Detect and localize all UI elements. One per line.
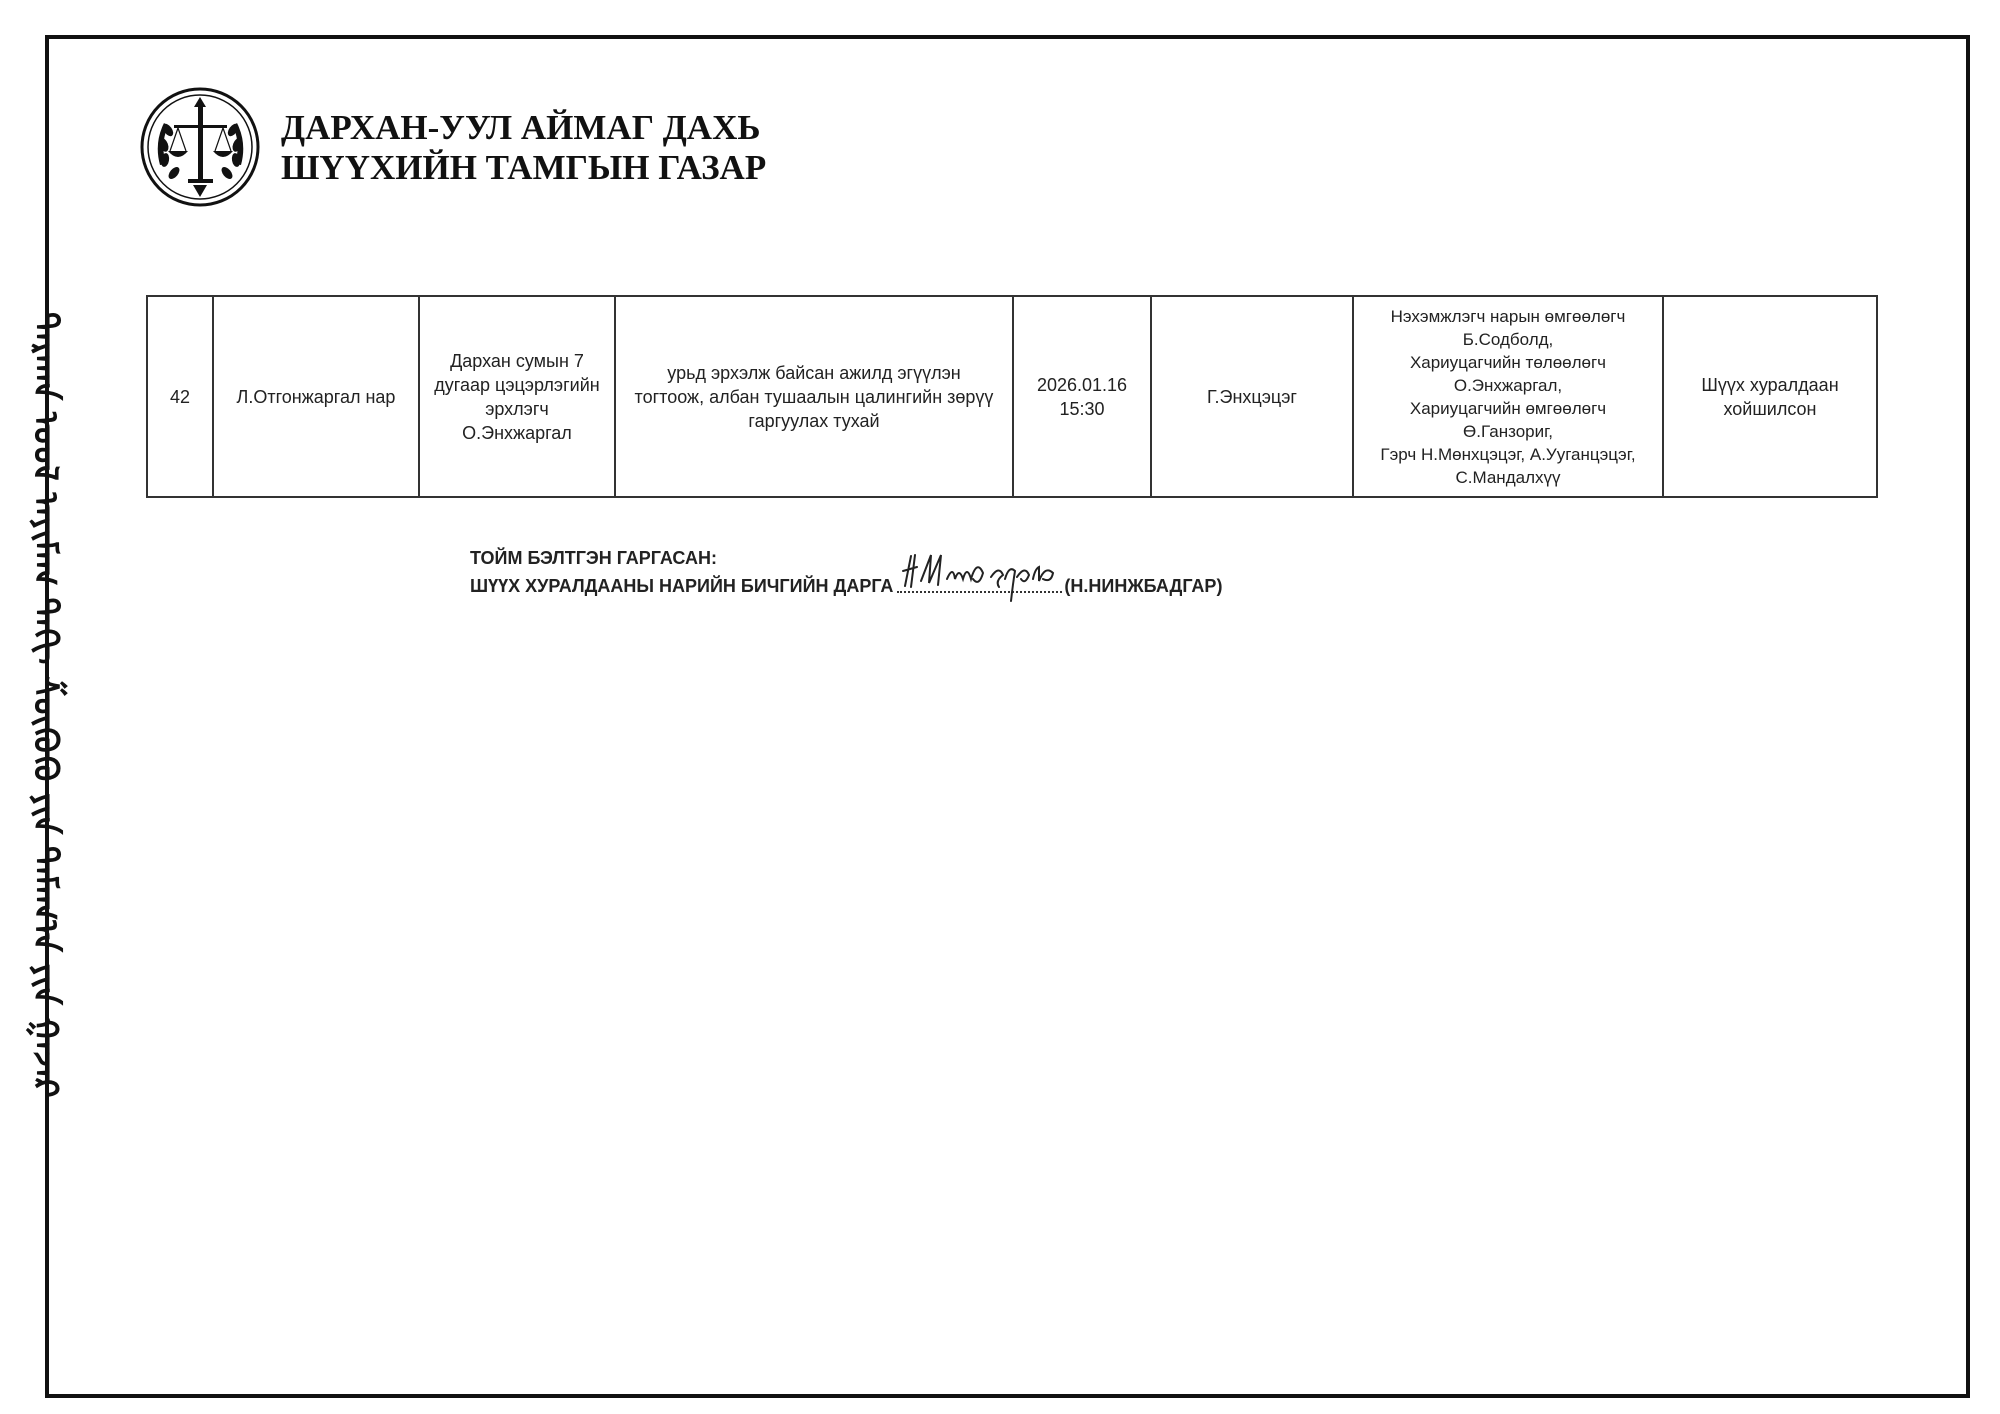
- defendant-line: О.Энхжаргал: [462, 422, 572, 443]
- participant-line: Нэхэмжлэгч нарын өмгөөлөгч: [1390, 306, 1626, 326]
- defendant-cell: [419, 296, 615, 497]
- participant-line: Б.Содболд,: [1462, 329, 1554, 349]
- claim-line: тогтоож, албан тушаалын цалингийн зөрүү: [634, 386, 994, 407]
- hearing-date: 2026.01.16: [1036, 374, 1128, 395]
- mongolian-script-side-text: [15, 225, 75, 1185]
- prepared-by-label: ТОЙМ БЭЛТГЭН ГАРГАСАН:: [470, 548, 717, 568]
- participant-line: С.Мандалхүү: [1455, 467, 1561, 487]
- secretary-title: ШҮҮХ ХУРАЛДААНЫ НАРИЙН БИЧГИЙН ДАРГА: [470, 576, 894, 596]
- plaintiff-cell: Л.Отгонжаргал нар: [213, 296, 419, 497]
- claim-line: урьд эрхэлж байсан ажилд эгүүлэн: [667, 362, 961, 383]
- claim-cell: [615, 296, 1013, 497]
- status-line: Шүүх хуралдаан: [1701, 374, 1839, 395]
- organization-name: [281, 108, 766, 188]
- page-border: [45, 35, 1970, 1398]
- secretary-name: (Н.НИНЖБАДГАР): [1064, 576, 1223, 596]
- status-cell: [1663, 296, 1877, 497]
- judge-cell: Г.Энхцэцэг: [1151, 296, 1353, 497]
- participant-line: Ө.Ганзориг,: [1463, 421, 1553, 441]
- participant-line: Гэрч Н.Мөнхцэцэг, А.Ууганцэцэг,: [1380, 444, 1636, 464]
- participant-line: О.Энхжаргал,: [1453, 375, 1563, 395]
- defendant-line: дугаар цэцэрлэгийн: [434, 374, 600, 395]
- hearing-time: 15:30: [1059, 398, 1105, 419]
- secretary-line: [470, 571, 1222, 599]
- side-text: ᠳᠠᠷᠬᠠᠨ ᠤᠤᠯ ᠠᠶᠢᠮᠠᠭ ᠳᠠᠬᠢ ᠱᠦᠭᠦᠬᠦ ᠶᠢᠨ ᠲᠠᠮᠠᠭ᠎ᠠ ᠶᠢᠨ ᠭᠠᠵᠠᠷ: [25, 312, 65, 1098]
- claim-line: гаргуулах тухай: [748, 410, 880, 431]
- case-number: 42: [147, 296, 213, 497]
- hearing-schedule-table: [146, 295, 1878, 498]
- datetime-cell: [1013, 296, 1151, 497]
- status-line: хойшилсон: [1723, 398, 1817, 419]
- handwritten-signature: [897, 541, 1067, 611]
- header: [138, 85, 766, 210]
- org-name-line2: ШҮҮХИЙН ТАМГЫН ГАЗАР: [281, 147, 767, 187]
- signature-dotted-line: [897, 571, 1062, 593]
- participants-cell: [1353, 296, 1663, 497]
- participant-line: Хариуцагчийн өмгөөлөгч: [1409, 398, 1607, 418]
- prepared-by-footer: [470, 545, 1222, 599]
- org-name-line1: ДАРХАН-УУЛ АЙМАГ ДАХЬ: [281, 107, 761, 147]
- defendant-line: Дархан сумын 7: [450, 350, 584, 371]
- table-row: [147, 296, 1877, 497]
- scales-of-justice-icon: [138, 85, 263, 210]
- defendant-line: эрхлэгч: [485, 398, 549, 419]
- participant-line: Хариуцагчийн төлөөлөгч: [1409, 352, 1607, 372]
